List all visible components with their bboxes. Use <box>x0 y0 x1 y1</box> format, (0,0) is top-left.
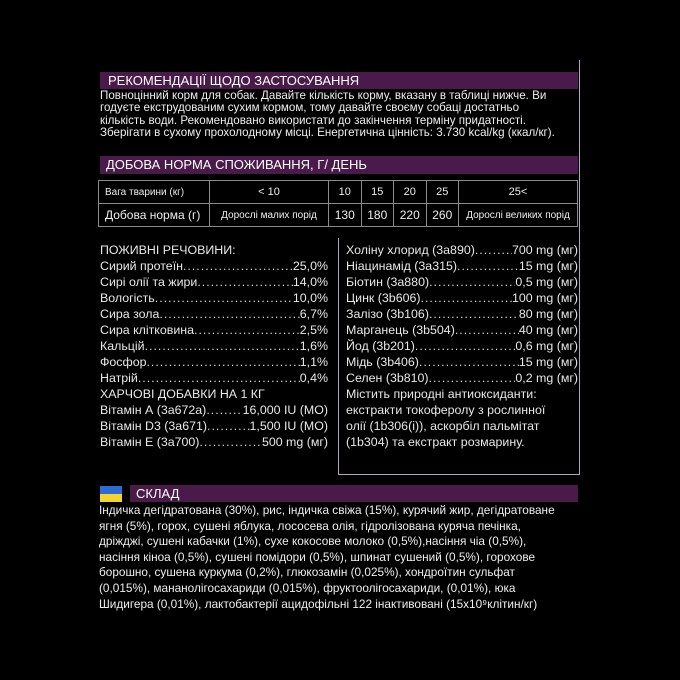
table-row <box>99 204 578 227</box>
usage-line: годуєте екструдованим сухим кормом, тому давайте своєму собаці достатньо <box>100 101 520 115</box>
mineral-name: Цинк (3b606) <box>346 291 421 305</box>
antioxidants-line: олії (1b306(i)), аскорбіл пальмітат <box>346 419 540 433</box>
nutrient-name: Сира клітковина <box>100 323 195 337</box>
row-label-norm: Добова норма (г) <box>99 204 210 227</box>
list-item <box>100 370 328 386</box>
antioxidants-line: екстракти токоферолу з рослинної <box>346 403 546 417</box>
nutrient-name: Сирий протеїн <box>100 259 183 273</box>
mineral-value: 0,6 mg (мг) <box>515 339 578 353</box>
composition-line: (0,015%), мананолігосахариди (0,015%), фруктоолігосахариди, (0,01%), юка <box>99 580 516 595</box>
composition-title: СКЛАД <box>136 486 180 501</box>
additive-name: Вітамін D3 (3а671) <box>100 419 207 433</box>
nutrient-value: 14,0% <box>292 275 328 289</box>
daily-norm-table <box>98 180 578 227</box>
mineral-name: Марганець (3b504) <box>346 323 455 337</box>
nutrient-name: Вологість <box>100 291 155 305</box>
list-item <box>100 418 328 434</box>
additive-value: 1,500 IU (MO) <box>249 419 328 433</box>
usage-line: Зберігати в сухому прохолодному місці. Енергетична цінність: 3.730 kcal/kg (ккал/кг). <box>100 125 555 139</box>
cell-grams: 130 <box>329 204 362 227</box>
composition-line: ягня (5%), горох, сушені яблука, лососева олія, гідролізована куряча печінка, <box>99 518 521 533</box>
list-item <box>346 258 578 274</box>
row-label-weight: Вага тварини (кг) <box>99 181 210 204</box>
list-item <box>346 306 578 322</box>
list-item <box>100 322 328 338</box>
nutrient-value: 1,6% <box>299 339 328 353</box>
composition-line: дріжджі, сушені кабачки (1%), сухе кокосове молоко (0,5%),насіння чіа (0,5%), <box>99 534 527 549</box>
list-item <box>100 258 328 274</box>
additives-title: ХАРЧОВІ ДОБАВКИ НА 1 КГ <box>100 387 265 401</box>
mineral-name: Біотин (3а880) <box>346 275 430 289</box>
list-item <box>100 338 328 354</box>
usage-line: кількість води. Рекомендовано використати до закінчення терміну придатності. <box>100 113 526 127</box>
ukraine-flag-icon <box>100 486 122 502</box>
composition-line: Шидигера (0,01%), лактобактерії ацидофільні 122 інактивовані (15x10⁹клітин/кг) <box>99 596 538 611</box>
mineral-name: Йод (3b201) <box>346 339 415 353</box>
mineral-value: 15 mg (мг) <box>518 355 578 369</box>
additive-name: Вітамін А (3а672а) <box>100 403 207 417</box>
nutrient-value: 6,7% <box>299 307 328 321</box>
nutrient-value: 1,1% <box>299 355 328 369</box>
minerals-column <box>346 242 578 450</box>
mineral-name: Мідь (3b406) <box>346 355 419 369</box>
daily-header <box>100 156 578 174</box>
nutrient-value: 10,0% <box>292 291 328 305</box>
additive-value: 16,000 IU (MO) <box>242 403 328 417</box>
nutrients-column <box>100 242 328 450</box>
daily-title: ДОБОВА НОРМА СПОЖИВАННЯ, Г/ ДЕНЬ <box>106 157 367 172</box>
nutrient-name: Сирі олії та жири <box>100 275 198 289</box>
list-item <box>346 354 578 370</box>
mineral-value: 40 mg (мг) <box>518 323 578 337</box>
mineral-value: 0,5 mg (мг) <box>515 275 578 289</box>
antioxidants-line: (1b304) та екстракт розмарину. <box>346 435 525 449</box>
additive-value: 500 mg (мг) <box>261 435 328 449</box>
mineral-value: 100 mg (мг) <box>511 291 578 305</box>
mineral-value: 700 mg (мг) <box>511 243 578 257</box>
composition-text <box>99 503 581 612</box>
composition-header <box>130 485 578 502</box>
cell-weight: 15 <box>361 181 394 204</box>
list-item <box>100 434 328 450</box>
nutrient-name: Натрій <box>100 371 138 385</box>
cell-small-text: Дорослі малих порід <box>210 204 329 227</box>
list-item <box>346 274 578 290</box>
usage-header <box>100 72 578 89</box>
nutrient-value: 0,4% <box>299 371 328 385</box>
mineral-name: Селен (3b810) <box>346 371 429 385</box>
composition-line: борошно, сушена куркума (0,2%), глюкозамін (0,025%), хондроїтин сульфат <box>99 565 515 580</box>
additive-name: Вітамін Е (3а700) <box>100 435 200 449</box>
divider-right <box>579 60 580 474</box>
antioxidants-text <box>346 386 578 450</box>
list-item <box>346 338 578 354</box>
cell-grams: 220 <box>394 204 427 227</box>
mineral-value: 0,2 mg (мг) <box>515 371 578 385</box>
composition-line: Індичка дегідратована (30%), рис, індичка свіжа (15%), курячий жир, дегідратоване <box>99 503 555 517</box>
list-item <box>346 370 578 386</box>
list-item <box>346 242 578 258</box>
usage-text <box>100 90 580 139</box>
divider-bottom <box>338 474 580 475</box>
nutrient-name: Фосфор <box>100 355 147 369</box>
composition-line: насіння кіноа (0,5%), сушені помідори (0,5%), шпинат сушений (0,5%), горохове <box>99 549 536 564</box>
table-row <box>99 181 578 204</box>
mineral-name: Холіну хлорид (3а890) <box>346 243 475 257</box>
list-item <box>100 402 328 418</box>
nutrient-value: 2,5% <box>299 323 328 337</box>
list-item <box>346 290 578 306</box>
cell-weight: 20 <box>394 181 427 204</box>
cell-large-text: Дорослі великих порід <box>459 204 578 227</box>
cell-small-weight: < 10 <box>210 181 329 204</box>
divider-vertical <box>338 238 339 474</box>
usage-title: РЕКОМЕНДАЦІЇ ЩОДО ЗАСТОСУВАННЯ <box>108 73 360 88</box>
cell-grams: 180 <box>361 204 394 227</box>
mineral-value: 80 mg (мг) <box>518 307 578 321</box>
list-item <box>100 290 328 306</box>
cell-grams: 260 <box>426 204 459 227</box>
mineral-value: 15 mg (мг) <box>518 259 578 273</box>
cell-weight: 25 <box>426 181 459 204</box>
nutrient-value: 25,0% <box>292 259 328 273</box>
list-item <box>100 306 328 322</box>
antioxidants-line: Містить природні антиоксиданти: <box>346 387 537 401</box>
usage-line: Повноцінний корм для собак. Давайте кількість корму, вказану в таблиці нижче. Ви <box>100 89 547 102</box>
list-item <box>346 322 578 338</box>
nutrient-name: Сира зола <box>100 307 160 321</box>
cell-weight: 10 <box>329 181 362 204</box>
cell-large-weight: 25< <box>459 181 578 204</box>
nutrient-name: Кальцій <box>100 339 145 353</box>
mineral-name: Ніацинамід (3а315) <box>346 259 457 273</box>
nutrients-title: ПОЖИВНІ РЕЧОВИНИ: <box>100 243 236 257</box>
mineral-name: Залізо (3b106) <box>346 307 429 321</box>
list-item <box>100 274 328 290</box>
list-item <box>100 354 328 370</box>
